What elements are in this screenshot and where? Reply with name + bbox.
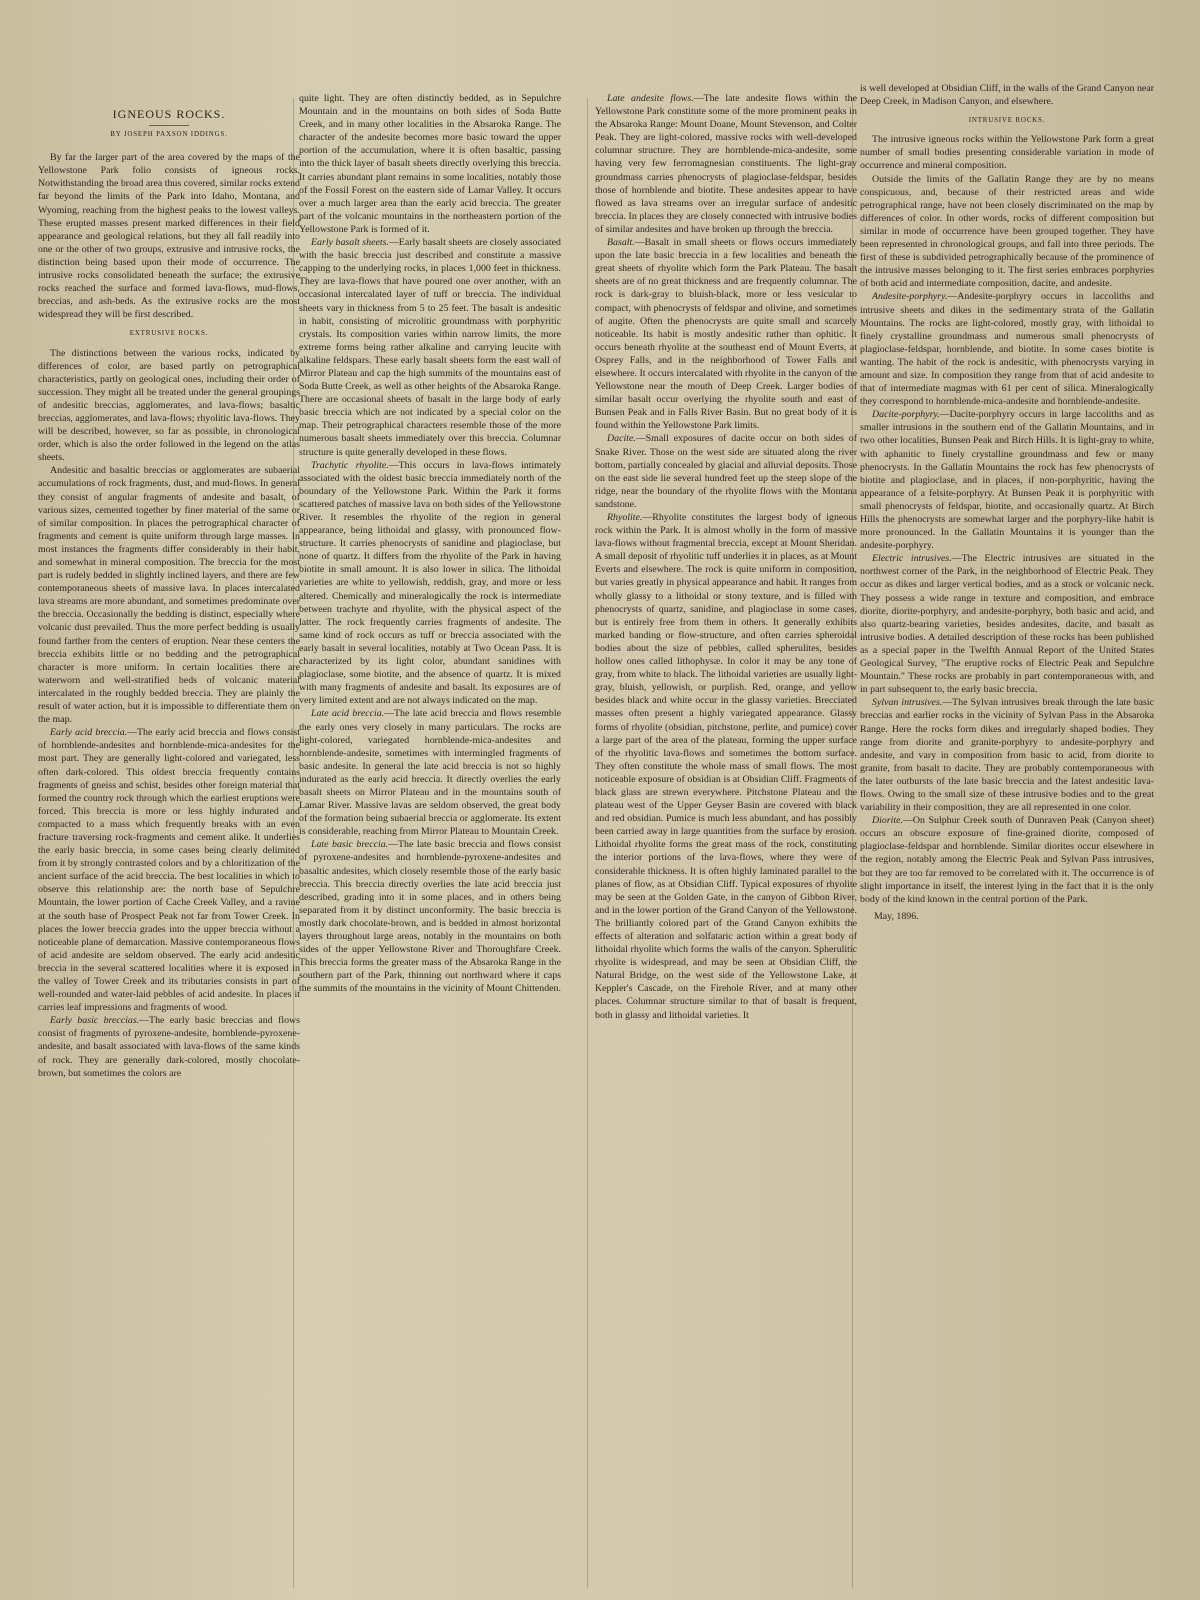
section-heading-intrusive: INTRUSIVE ROCKS. — [968, 116, 1046, 125]
title-rule — [149, 125, 189, 126]
paragraph: By far the larger part of the area covered by the maps of the Yellowstone Park folio consists of igneous rocks. Notwithstanding the broad area thus covered, similar rocks extend far beyond the limits of the Park into Idaho, Montana, and Wyoming, reaching from the highest peaks to the lowest valleys. These erupted masses present marked differences in their field appearance and geological relations, but they all fall readily into one or the other of two groups, extrusive and intrusive rocks, the distinction being based upon their mode of occurrence. The intrusive rocks consolidated beneath the surface; the extrusive rocks reached the surface and formed lava-flows, mud-flows, breccias, and ash-beds. As the extrusive rocks are the most widespread they will be first described. — [38, 152, 300, 321]
subheading: Early basic breccias. — [50, 1015, 140, 1027]
subheading: Diorite. — [872, 815, 903, 827]
subheading: Late acid breccia. — [311, 708, 385, 720]
subheading: Rhyolite. — [607, 512, 643, 523]
paragraph: Early basic breccias.—The early basic breccias and flows consist of fragments of pyroxene-andesite, hornblende-pyroxene-andesite, and basalt associated with lava-flows of the same kinds of rock. They are generally dark-colored, mostly chocolate-brown, but sometimes the colors are — [38, 1015, 300, 1079]
paragraph: Basalt.—Basalt in small sheets or flows occurs immediately upon the late basic breccia in a few localities and beneath the great sheets of rhyolite which form the Park Plateau. The basalt sheets are of no great thickness and are frequently columnar. The rock is dark-gray to bluish-black, more or less vesicular to compact, with phenocrysts of feldspar and olivine, and sometimes of augite. Often the phenocrysts are quite small and scarcely noticeable. Its habit is mostly andesitic rather than ophitic. It occurs beneath rhyolite at the southeast end of Mount Everts, at Osprey Falls, and in the neighborhood of Tower Falls and elsewhere. It occurs intercalated with rhyolite in the canyon of the Yellowstone near the mouth of Deep Creek. Larger bodies of similar basalt occur overlying the rhyolite south and east of Bunsen Peak and in Falls River Basin. But no great body of it is found within the Yellowstone Park limits. — [595, 237, 857, 432]
paragraph: Early acid breccia.—The early acid breccia and flows consist of hornblende-andesites and hornblende-mica-andesites for the most part. They are generally light-colored and variegated, less often dark-colored. This oldest breccia frequently contains fragments of gneiss and schist, besides other foreign material that formed the country rock through which the earliest eruptions were forced. This breccia is more or less highly indurated and compacted to a mass which frequently breaks with an even fracture traversing rock-fragments and cement alike. It underlies the early basic breccia, in some cases being clearly delimited from it by strongly contrasted colors and by a chloritization of the ancient surface of the acid breccia. The best localities in which to observe this relationship are: the north base of Sepulchre Mountain, the lower portion of Cache Creek Valley, and a ravine at the south base of Prospect Peak not far from Tower Creek. In places the lower breccia grades into the upper breccia without a noticeable plane of demarcation. Massive contemporaneous flows of acid andesite are seldom observed. The early acid andesitic breccia in the several scattered localities where it is exposed in the valley of Tower Creek and its tributaries consists in part of well-rounded and water-laid pebbles of acid andesite. In places it carries leaf impressions and fragments of wood. — [38, 727, 300, 1014]
paragraph: Dacite-porphyry.—Dacite-porphyry occurs in large laccoliths and as smaller intrusions in the southern end of the Gallatin Mountains, and in two other localities, Bunsen Peak and Birch Hills. It is light-gray to white, with aphanitic to finely crystalline groundmass and few or many phenocrysts. In the Gallatin Mountains the rock has few phenocrysts of biotite and plagioclase, and in places, if non-porphyritic, having the appearance of a felsite-porphyry. At Bunsen Peak it is porphyritic with small phenocrysts of feldspar, biotite, and occasionally quartz. At Birch Hills the phenocrysts are somewhat larger and the porphyry-like habit is more pronounced. In the Gallatin Mountains it is younger than the andesite-porphyry. — [860, 409, 1154, 552]
article-byline: BY JOSEPH PAXSON IDDINGS. — [110, 130, 228, 139]
paragraph: Early basalt sheets.—Early basalt sheets are closely associated with the basic breccia just described and constitute a massive capping to the underlying rocks, in places 1,000 feet in thickness. They are lava-flows that have poured one over another, with an occasional intercalated layer of tuff or breccia. The individual sheets vary in thickness from 5 to 25 feet. The basalt is andesitic in habit, consisting of microlitic groundmass with porphyritic crystals. Its composition varies within narrow limits, the more extreme forms being rather alkaline and carrying leucite with alkaline feldspars. These early basalt sheets form the east wall of Mirror Plateau and cap the high summits of the mountains east of Soda Butte Creek, as well as other heights of the Absaroka Range. There are occasional sheets of basalt in the large body of early basic breccia which are not indicated by a special color on the map. Their petrographical characters resemble those of the more numerous basalt sheets immediately over this breccia. Columnar structure is quite generally developed in these flows. — [299, 237, 561, 458]
column-rule — [587, 98, 588, 1588]
paragraph: Late basic breccia.—The late basic breccia and flows consist of pyroxene-andesites and hornblende-pyroxene-andesites and basaltic andesites, which closely resemble those of the early basic breccia. This breccia directly overlies the late acid breccia just described, grading into it in some places, and in others being separated from it by distinct unconformity. The basic breccia is mostly dark chocolate-brown, and is bedded in almost horizontal layers throughout large areas, notably in the mountains on both sides of the upper Yellowstone River and Thoroughfare Creek. This breccia forms the greater mass of the Absaroka Range in the southern part of the Park, thinning out northward where it caps the summits of the mountains in the vicinity of Mount Chittenden. — [299, 839, 561, 995]
paragraph: Trachytic rhyolite.—This occurs in lava-flows intimately associated with the oldest basic breccia immediately north of the boundary of the Yellowstone Park. Within the Park it forms scattered patches of massive lava on both sides of the Yellowstone River. It resembles the rhyolite of the region in general appearance, being lithoidal and glassy, with pronounced flow-structure. It carries phenocrysts of sanidine and plagioclase, but none of quartz. It differs from the rhyolite of the Park in having biotite in small amount. It is also lower in silica. The lithoidal varieties are white to yellowish, reddish, gray, and more or less altered. Chemically and mineralogically the rock is intermediate between trachyte and rhyolite, with the physical aspect of the latter. The rock frequently carries fragments of andesite. The same kind of rock occurs as tuff or breccia associated with the early basalt in several localities, notably at Two Ocean Pass. It is characterized by its light color, abundant sanidines with plagioclase, some biotite, and the absence of quartz. It is mixed with many fragments of andesite and basalt. Its exposures are of very limited extent and are not always indicated on the map. — [299, 459, 561, 707]
paragraph: Electric intrusives.—The Electric intrusives are situated in the northwest corner of the Park, in the neighborhood of Electric Peak. They occur as dikes and larger vertical bodies, and as a stock or volcanic neck. They possess a wide range in texture and composition, and embrace diorite, diorite-porphyry, and andesite-porphyry, both basic and acid, and also quartz-bearing varieties, besides andesites, dacite, and basalt as intrusive bodies. A detailed description of these rocks has been published as a special paper in the Twelfth Annual Report of the United States Geological Survey, "The eruptive rocks of Electric Peak and Sepulchre Mountain." These rocks are probably in part contemporaneous with, and in part subsequent to, the early basic breccia. — [860, 553, 1154, 696]
text-column-2 — [299, 92, 561, 1580]
text-column-3 — [595, 92, 857, 1580]
subheading: Dacite-porphyry. — [872, 409, 940, 421]
subheading: Electric intrusives. — [872, 553, 952, 565]
paragraph: Rhyolite.—Rhyolite constitutes the largest body of igneous rock within the Park. It is almost wholly in the form of massive lava-flows without fragmental breccia, except at Mount Sheridan. A small deposit of rhyolitic tuff underlies it in places, as at Mount Everts and elsewhere. The rock is quite uniform in composition, but varies greatly in physical appearance and habit. It ranges from wholly glassy to a lithoidal or stony texture, and is filled with phenocrysts of quartz, sanidine, and plagioclase in some cases, but is entirely free from them in others. It generally exhibits marked banding or flow-structure, and often carries spheroidal bodies about the size of pebbles, called spherulites, besides hollow ones called lithophysæ. In color it may be any tone of gray, from white to black. The lithoidal varieties are usually light-gray, bluish, yellowish, or purplish. Red, orange, and yellow besides black and white occur in the glassy varieties. Brecciated masses often present a highly variegated appearance. Glassy forms of rhyolite (obsidian, pitchstone, perlite, and pumice) cover a large part of the area of the plateau, forming the upper surface of the rhyolitic lava-flows and sometimes the bottom surface. They often constitute the whole mass of small flows. The most noticeable exposure of obsidian is at Obsidian Cliff. Fragments of black glass are strewn everywhere. Pitchstone Plateau and the plateau west of the Upper Geyser Basin are covered with black and red obsidian. Pumice is much less abundant, and has possibly been carried away in large quantities from the surface by erosion. Lithoidal rhyolite forms the great mass of the rock, constituting the interior portions of the lava-flows, where they were of considerable thickness. It is often highly laminated parallel to the planes of flow, as at Obsidian Cliff. Typical exposures of rhyolite may be seen at the Golden Gate, in the canyon of Gibbon River, and in the lower portion of the Grand Canyon of the Yellowstone. The brilliantly colored part of the Grand Canyon exhibits the effects of alteration and solfataric action within a great body of lithoidal rhyolite which forms the walls of the canyon. Spherulitic rhyolite is widespread, and may be seen at Obsidian Cliff, the Natural Bridge, on the west side of the Yellowstone Lake, at Keppler's Cascade, on the Firehole River, and at many other places. Columnar structure similar to that of basalt is frequent, both in glassy and lithoidal varieties. It — [595, 512, 857, 1021]
paragraph: quite light. They are often distinctly bedded, as in Sepulchre Mountain and in the mountains on both sides of Soda Butte Creek, and in many other localities in the Absaroka Range. The character of the andesite becomes more basic toward the upper portion of the accumulation, where it is often basaltic, passing into the thick layer of basalt sheets directly overlying this breccia. It carries abundant plant remains in some localities, notably those of the Fossil Forest on the eastern side of Lamar Valley. It occurs over a much larger area than the early acid breccia. The greater part of the volcanic mountains in the northeastern portion of the Yellowstone Park is formed of it. — [299, 93, 561, 235]
text-column-1 — [38, 96, 300, 1584]
subheading: Late basic breccia. — [311, 839, 389, 851]
subheading: Basalt. — [607, 237, 635, 249]
paragraph: The intrusive igneous rocks within the Yellowstone Park form a great number of small bodies presenting considerable variation in mode of occurrence and mineral composition. — [860, 134, 1154, 172]
paragraph: Late acid breccia.—The late acid breccia and flows resemble the early ones very closely in many particulars. The rocks are light-colored, variegated hornblende-mica-andesites and hornblende-andesite, sometimes with intermingled fragments of basic andesite. In general the late acid breccia is not so highly indurated as the early acid breccia. It directly overlies the early basalt sheets on Mirror Plateau and in the mountains south of Lamar River. Massive lavas are seldom observed, the great body of the formation being subaerial breccia or agglomerate. Its extent is considerable, reaching from Mirror Plateau to Mountain Creek. — [299, 708, 561, 838]
text-column-4 — [860, 82, 1154, 1570]
paragraph: Diorite.—On Sulphur Creek south of Dunraven Peak (Canyon sheet) occurs an obscure exposure of fine-grained diorite, composed of plagioclase-feldspar and hornblende. Similar diorites occur elsewhere in the region, notably among the Electric Peak and Sylvan Pass intrusives, but they are too far removed to be correlated with it. The occurrence is of slight importance in itself, the interest lying in the fact that it is the only body of the kind known in the central portion of the Park. — [860, 815, 1154, 905]
paragraph: Dacite.—Small exposures of dacite occur on both sides of Snake River. Those on the west side are situated along the river bottom, partially concealed by glacial and alluvial deposits. Those on the east side lie several hundred feet up the steep slope of the ridge, near the boundary of the rhyolite flows with the Montana sandstone. — [595, 433, 857, 510]
subheading: Sylvan intrusives. — [872, 697, 943, 709]
paragraph: Andesitic and basaltic breccias or agglomerates are subaerial accumulations of rock fragments, dust, and mud-flows. In general they consist of angular fragments of andesite and basalt, of various sizes, cemented together by finer material of the same or of similar composition. In places the petrographical character of fragments and cement is quite uniform through large masses. In most instances the fragments differ considerably in their habit, and somewhat in mineral composition. The breccia for the most part is rudely bedded in slightly inclined layers, and there are few contemporaneous sheets of massive lava. In places intercalated lava streams are more abundant, and sometimes predominate over the breccia. Occasionally the bedding is distinct, especially where volcanic dust prevailed. Thus the more perfect bedding is usually found farther from the centers of eruption. Near these centers the breccia exhibits little or no bedding and the petrographical character is more uniform. In certain localities there are waterworn and well-stratified beds of volcanic material intercalated in the roughly bedded breccia. They are plainly the result of water action, but it is impossible to differentiate them on the map. — [38, 465, 300, 726]
subheading: Early basalt sheets. — [311, 237, 389, 249]
subheading: Trachytic rhyolite. — [311, 459, 389, 471]
subheading: Dacite. — [607, 433, 636, 445]
subheading: Early acid breccia. — [50, 727, 128, 739]
section-heading-extrusive: EXTRUSIVE ROCKS. — [129, 329, 209, 338]
subheading: Andesite-porphyry. — [872, 291, 948, 303]
paragraph: The distinctions between the various rocks, indicated by differences of color, are based partly on petrographical characteristics, partly on geological ones, including their order of succession. They might all be treated under the general groupings of andesitic breccias, agglomerates, and lava-flows; basaltic breccias, agglomerates, and lava-flows; rhyolitic lava-flows. They will be described, however, so far as possible, in chronological order, which is also the order followed in the legend on the atlas sheets. — [38, 347, 300, 464]
paragraph: Andesite-porphyry.—Andesite-porphyry occurs in laccoliths and intrusive sheets and dikes in the sedimentary strata of the Gallatin Mountains. The rocks are light-colored, mostly gray, with lithoidal to finely crystalline groundmass and numerous small phenocrysts of plagioclase-feldspar, hornblende, and biotite. In some cases biotite is wanting. The habit of the rock is andesitic, with phenocrysts varying in amount and size. In composition they range from that of acid andesite to that of intermediate magmas with 61 per cent of silica. Mineralogically they correspond to hornblende-mica-andesite and hornblende-andesite. — [860, 291, 1154, 408]
paragraph: Outside the limits of the Gallatin Range they are by no means conspicuous, and, because of their restricted areas and wide petrographical range, have not been closely discriminated on the map by differences of color. In other words, rocks of different composition but similar in mode of occurrence have been grouped together. They have been represented in chronological groups, and fall into three periods. The first of these is subdivided petrographically because of the prominence of the intrusive masses belonging to it. The first series embraces porphyries of both acid and intermediate composition, dacite, and andesite. — [860, 173, 1154, 290]
paragraph: is well developed at Obsidian Cliff, in the walls of the Grand Canyon near Deep Creek, in Madison Canyon, and elsewhere. — [860, 83, 1154, 108]
article-title: IGNEOUS ROCKS. — [112, 107, 226, 121]
subheading: Late andesite flows. — [607, 93, 694, 104]
article-date: May, 1896. — [874, 910, 919, 922]
paragraph: Late andesite flows.—The late andesite flows within the Yellowstone Park constitute some of the more prominent peaks in the Absaroka Range: Mount Doane, Mount Stevenson, and Colter Peak. They are light-colored, massive rocks with well-developed columnar structure. They are hornblende-mica-andesite, some having very few ferromagnesian constituents. The light-gray groundmass carries phenocrysts of plagioclase-feldspar, besides those of hornblende and biotite. These andesites appear to have flowed as lava streams over an irregular surface of andesitic breccia. In places they are closely connected with intrusive bodies of similar andesites and have broken up through the breccia. — [595, 93, 857, 235]
paragraph: Sylvan intrusives.—The Sylvan intrusives break through the late basic breccias and earlier rocks in the vicinity of Sylvan Pass in the Absaroka Range. Here the rocks form dikes and irregularly shaped bodies. They range from diorite and granite-porphyry to andesite-porphyry and andesite, and vary in composition from basic to acid, from diorite to granite, from basalt to dacite. They are probably contemporaneous with the later outbursts of the late basic breccia and the latest andesitic lava-flows. Owing to the small size of these intrusive bodies and to the great variability in their composition, they are all represented in one color. — [860, 697, 1154, 814]
